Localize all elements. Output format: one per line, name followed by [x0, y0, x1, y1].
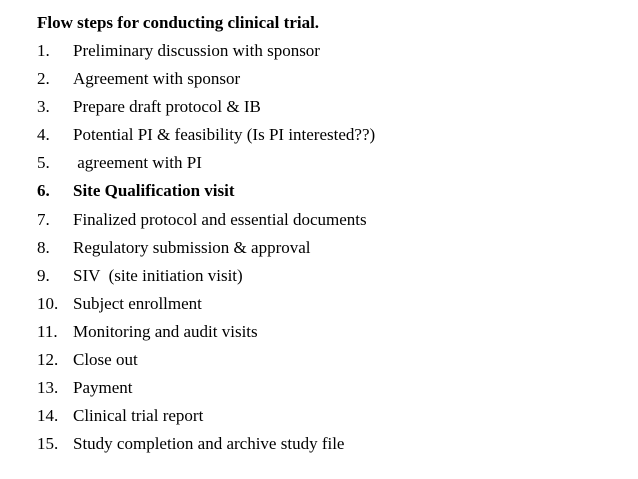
steps-list	[37, 41, 627, 462]
step-number: 8.	[37, 237, 50, 257]
step-number: 4.	[37, 125, 50, 145]
list-item	[37, 322, 627, 350]
list-item	[37, 153, 627, 181]
step-number: 11.	[37, 321, 58, 341]
step-text: Close out	[73, 350, 138, 370]
step-text: Payment	[73, 378, 133, 398]
step-number: 5.	[37, 153, 50, 173]
step-number: 1.	[37, 41, 50, 60]
list-item	[37, 97, 627, 125]
step-number: 10.	[37, 293, 59, 313]
step-text: Site Qualification visit	[73, 181, 235, 201]
step-text: Subject enrollment	[73, 293, 202, 313]
list-item	[37, 210, 627, 238]
step-text: Clinical trial report	[73, 406, 204, 426]
list-item	[37, 69, 627, 97]
step-text: Study completion and archive study file	[73, 434, 345, 454]
step-number: 9.	[37, 265, 50, 285]
step-text: SIV (site initiation visit)	[73, 265, 243, 285]
step-number: 6.	[37, 181, 50, 201]
list-item	[37, 406, 627, 434]
list-item	[37, 125, 627, 153]
document-title: Flow steps for conducting clinical trial.	[37, 13, 320, 32]
step-number: 3.	[37, 97, 50, 117]
step-text: Preliminary discussion with sponsor	[73, 41, 320, 60]
step-text: Prepare draft protocol & IB	[73, 97, 261, 117]
step-text: Regulatory submission & approval	[73, 237, 311, 257]
step-number: 7.	[37, 209, 50, 229]
step-text: Monitoring and audit visits	[73, 321, 258, 341]
list-item	[37, 181, 627, 209]
list-item	[37, 294, 627, 322]
step-text: agreement with PI	[73, 153, 202, 173]
list-item	[37, 266, 627, 294]
step-number: 14.	[37, 406, 59, 426]
list-item	[37, 41, 627, 69]
step-text: Finalized protocol and essential documents	[73, 209, 367, 229]
step-text: Potential PI & feasibility (Is PI interested??)	[73, 125, 376, 145]
document-body	[37, 13, 627, 462]
step-number: 2.	[37, 69, 50, 89]
step-number: 12.	[37, 350, 59, 370]
step-number: 15.	[37, 434, 59, 454]
list-item	[37, 434, 627, 462]
list-item	[37, 378, 627, 406]
list-item	[37, 350, 627, 378]
step-number: 13.	[37, 378, 59, 398]
step-text: Agreement with sponsor	[73, 69, 241, 89]
list-item	[37, 238, 627, 266]
